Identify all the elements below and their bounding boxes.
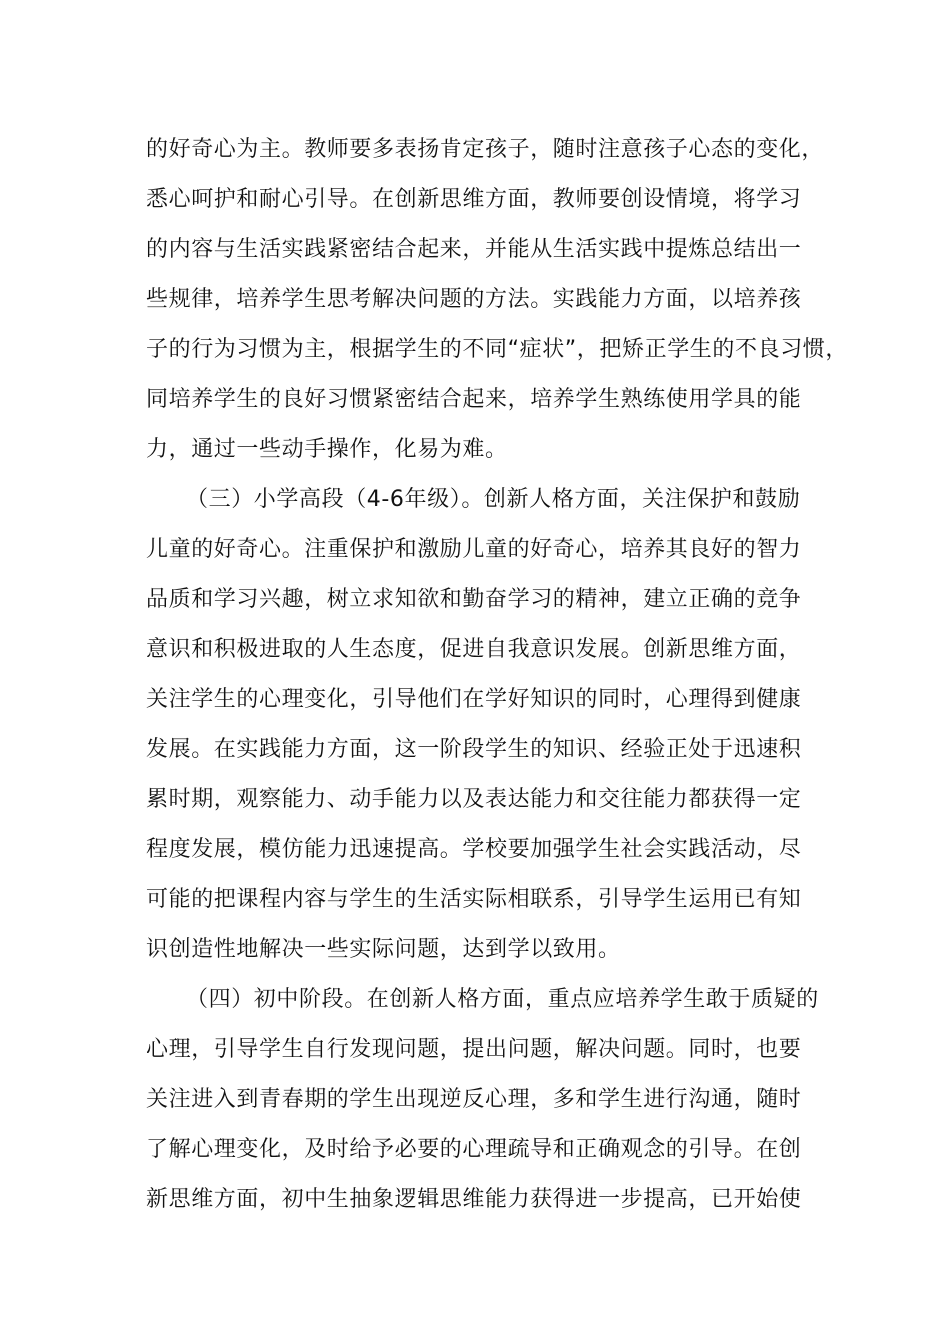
text-line: 新思维方面，初中生抽象逻辑思维能力获得进一步提高，已开始使 [146, 1187, 802, 1212]
text-line: 关注学生的心理变化，引导他们在学好知识的同时，心理得到健康 [146, 687, 802, 712]
text-line: 品质和学习兴趣，树立求知欲和勤奋学习的精神，建立正确的竞争 [146, 587, 802, 612]
text-line: 的内容与生活实践紧密结合起来，并能从生活实践中提炼总结出一 [146, 237, 802, 262]
text-line: 累时期，观察能力、动手能力以及表达能力和交往能力都获得一定 [146, 787, 802, 812]
text-line: 儿童的好奇心。注重保护和激励儿童的好奇心，培养其良好的智力 [146, 537, 802, 562]
text-line: 关注进入到青春期的学生出现逆反心理，多和学生进行沟通，随时 [146, 1087, 802, 1112]
text-line: 的好奇心为主。教师要多表扬肯定孩子，随时注意孩子心态的变化， [146, 137, 825, 162]
text-line: 心理，引导学生自行发现问题，提出问题，解决问题。同时，也要 [146, 1037, 802, 1062]
text-line: 可能的把课程内容与学生的生活实际相联系，引导学生运用已有知 [146, 887, 802, 912]
text-line: 子的行为习惯为主，根据学生的不同“症状”，把矫正学生的不良习惯， [146, 337, 848, 362]
text-line: 了解心理变化，及时给予必要的心理疏导和正确观念的引导。在创 [146, 1137, 802, 1162]
text-line: 发展。在实践能力方面，这一阶段学生的知识、经验正处于迅速积 [146, 737, 802, 762]
paragraph-heading-line: （三）小学高段（4-6年级）。创新人格方面，关注保护和鼓励 [186, 487, 801, 512]
text-line: 悉心呵护和耐心引导。在创新思维方面，教师要创设情境，将学习 [146, 187, 802, 212]
text-line: 程度发展，模仿能力迅速提高。学校要加强学生社会实践活动，尽 [146, 837, 802, 862]
text-line: 意识和积极进取的人生态度，促进自我意识发展。创新思维方面， [146, 637, 802, 662]
paragraph-heading-line: （四）初中阶段。在创新人格方面，重点应培养学生敢于质疑的 [186, 987, 819, 1012]
text-line: 同培养学生的良好习惯紧密结合起来，培养学生熟练使用学具的能 [146, 387, 802, 412]
text-line: 识创造性地解决一些实际问题，达到学以致用。 [146, 937, 621, 962]
text-line: 力，通过一些动手操作，化易为难。 [146, 437, 508, 462]
text-line: 些规律，培养学生思考解决问题的方法。实践能力方面，以培养孩 [146, 287, 802, 312]
